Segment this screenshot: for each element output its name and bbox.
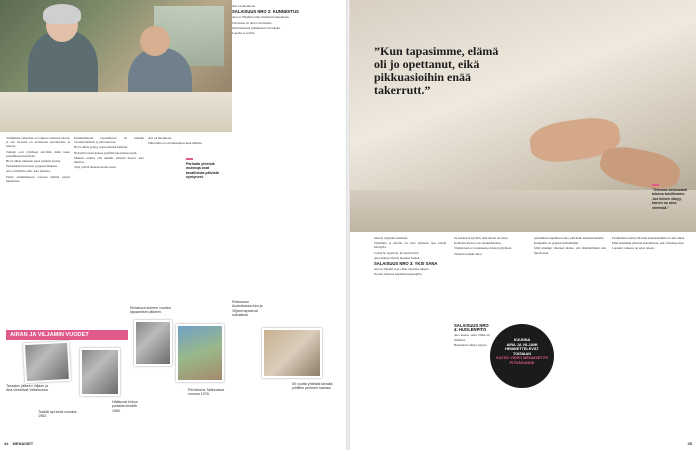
couple-photo [0, 0, 232, 132]
paragraph: Airi toi huomioon. [232, 4, 256, 8]
text-column-4 [612, 236, 690, 446]
text-column-1 [374, 236, 446, 446]
paragraph: Parin hetkessä puhuminen oli tärkeää. [232, 25, 281, 30]
photo-caption: Tosiillä nyt kesä vuosina 1963. [38, 410, 77, 419]
photo-caption: Reissussa Australiassa Aira ja Viljami tapasivat sukulaisia. [232, 300, 263, 318]
hands-photo [350, 0, 696, 232]
text-column-4 [232, 4, 340, 238]
table [0, 92, 232, 132]
badge-link[interactable]: PITKÄSUHDE [509, 360, 535, 365]
photo-caption: 50 vuotta yhteistä taivalta juhlittiin perheen kanssa. [292, 382, 333, 391]
album-title: AIRAN JA VILJAMIN VUODET [10, 332, 89, 338]
album-photo [134, 320, 172, 366]
paragraph: Aira katsoo asiaa vähän eri kulmista. [454, 333, 490, 342]
badge-line: TOISIAAN [512, 351, 532, 356]
paragraph: Lopulta se selvisi. [232, 31, 256, 36]
badge-line: KUUNNA [513, 338, 531, 342]
magazine-name: MENAISET [12, 441, 34, 446]
paragraph: Parisuhdetta kuvataan tyyppien mukaan. [6, 164, 58, 169]
badge-line: AIRA JA VILJAMI [506, 342, 538, 347]
paragraph: Mitä enemmän yhteisiä kokemuksia, sitä vahvempi side. [612, 241, 685, 246]
paragraph: Minusta tuntuu, että olimme yhdessä nuoria. Aira muistaa. [74, 155, 144, 165]
badge-link[interactable]: KATSO VIDEO MENAISET.FI/ [496, 356, 548, 361]
paragraph: Toivelmat oli ollut toivelistalla. [232, 20, 273, 25]
text-column-3 [534, 236, 606, 446]
paragraph: Viljami kertoo tavanneensa Airan kylpylässä. [454, 246, 512, 251]
photo-caption: Tanssien jälkeen Viljami ja Aira vierailivat Vellamossa. [6, 384, 49, 393]
photo-caption: Hääkuvat kirkon portailla kesällä 1960. [112, 400, 138, 413]
page-number-value: 44 [4, 441, 9, 446]
paragraph: Hyvä suhde syntyy arjen pienistä hetkistä. [74, 145, 128, 150]
paragraph: Aira ja Viljami ovat olleet toistensa tukena. [374, 267, 430, 272]
pull-quote: Parhaita yhteisiä muistoja ovat tavallisista päivistä syntyneet. [186, 162, 219, 180]
album-photo [23, 341, 71, 383]
paragraph: Aira ja Viljamin tarina ilmaisutti tuntemiaan. [232, 15, 290, 20]
album-photo [262, 328, 322, 378]
album-title-bar [6, 330, 128, 340]
paragraph: Ensimmäisestä tapaamisesta on kulunut vuosikymmeniä, ja yhä nauravat. [74, 136, 144, 145]
paragraph: Ehkä tämä on arvokkaampaa kuin mikään. [148, 141, 203, 146]
paragraph: Ylimmässä valkoinen ovi aukeaa tuttavien taloon, ja sen vieressä on koristeena kasvikoriste ja astioita. [6, 136, 70, 149]
paragraph: parisuhteen sujumisen aika, päivittäin keskustelemalla. [534, 236, 605, 240]
section-heading: SALAISUUS NRO 3: YKSI SANA [374, 261, 438, 267]
paragraph: Nykyisin lasten kanssa pyritään tapaamaan usein. [74, 150, 138, 155]
paragraph: Ja kun he tapasivat, he tiesivät heti. [374, 250, 420, 255]
paragraph: tekevät nykyään toisilleen. [374, 236, 409, 240]
paragraph: Mitä pidempi yhteinen matka, sitä tärkeämmäksi arki muodostuu. [534, 246, 606, 255]
paragraph: Viljamilla ja Airalla on ollut yhteinen tapa käydä kävelyllä. [374, 241, 446, 250]
man-head [140, 26, 170, 56]
badge-line: HEMMETTELEVÄT [505, 347, 539, 352]
paragraph: Pauliinakin saanut yhteisiin keskusteluihin on aina aikaa. [612, 236, 685, 240]
paragraph: Hyvä suhde rakentuu arjen pienistä teoista. [6, 159, 61, 164]
section-heading: SALAISUUS NRO 2: KUNNIOITUS [232, 9, 299, 15]
text-column-2-lower [454, 322, 490, 442]
left-page [0, 0, 346, 450]
paragraph: Tutkijat ovat yrittäneet selvittää, mikä tekee parisuhteesta kestävän. [6, 149, 70, 158]
paragraph: Airi toi huomioon. [148, 136, 172, 140]
paragraph: Huolenpito näkyy arjessa. [454, 342, 488, 347]
paragraph: Kerran viikossa käydään kaupungilla. [374, 272, 423, 277]
photo-caption: Perheloma Tallinnassa vuonna 1978. [188, 388, 225, 397]
paragraph: Aira ei mallilla ollut. Aira muistaa. [6, 169, 51, 174]
right-page [350, 0, 696, 450]
text-column-2 [454, 236, 524, 322]
paragraph: Pariin ensimmäiseen vuoteen mahtui paljon muutoksia. [6, 174, 70, 183]
paragraph: Aira muistaa monta hauskaa hetkeä. [374, 255, 421, 260]
paragraph: Kohtalon kuviot ovat monimutkaisia. [454, 241, 502, 246]
paragraph: Kumpikin on oppinut hellittämään. [534, 241, 579, 246]
paragraph: Se kuulostaa hyvältä, eikä silloin ole kiire. [454, 236, 509, 240]
side-quote-marker [652, 184, 659, 186]
hand-right [597, 142, 683, 194]
paragraph: Tanssista kaikki alkoi. [454, 251, 483, 256]
woman-hair [43, 4, 81, 24]
big-quote: ”Kun tapasimme, elämä oli jo opettanut, eikä pikkuasioihin enää takerrutt.” [374, 44, 499, 97]
section-heading: SALAISUUS NRO 4: HUOLENPITO [454, 323, 489, 333]
album-photo [176, 324, 224, 382]
photo-caption: Kihlakuva kolmen vuoden tapaamisen jälkeen. [130, 306, 171, 315]
paragraph: Lopuksi: rakkaus on arjen tekoja. [612, 246, 655, 251]
page-number [4, 441, 33, 446]
table-surface [350, 190, 696, 232]
side-quote: ”Olemme toistuvasti tukena toisillemme. Jos toinen väsyy, toinen on aina vieressä.” [652, 188, 687, 210]
pull-quote-marker [186, 158, 193, 160]
page-number: 45 [687, 441, 692, 446]
paragraph: Vilja yrittää muistaa monta asiaa. [74, 165, 117, 170]
album-photo [80, 348, 120, 396]
